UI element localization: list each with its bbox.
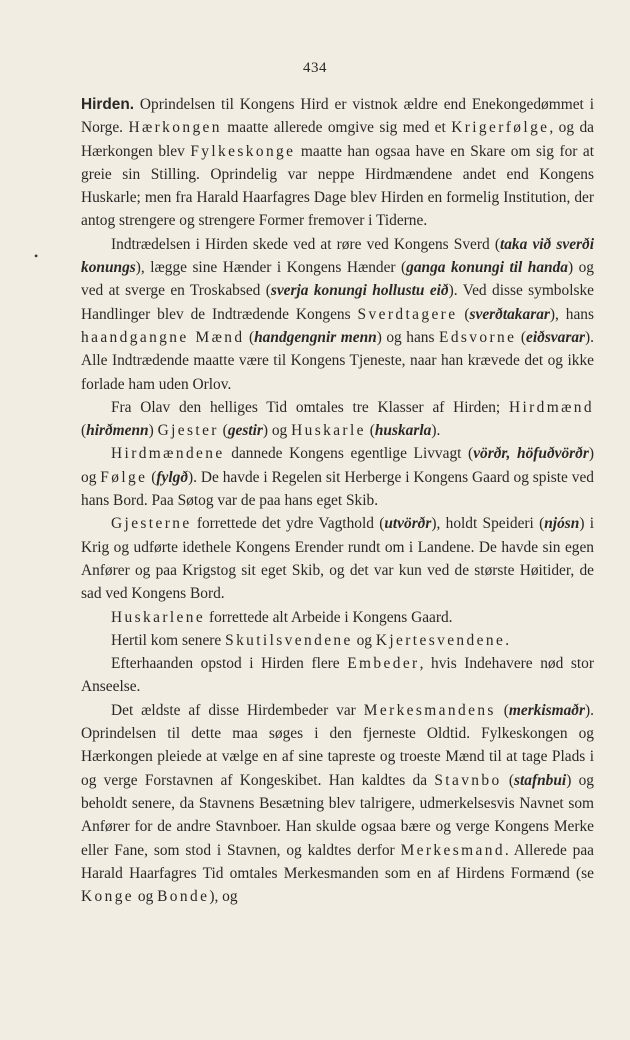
text-run: Det ældste af disse Hirdembeder var — [111, 701, 364, 719]
paragraph-hirdmaendene — [81, 442, 594, 512]
text-run: ) og — [81, 445, 594, 486]
old-norse-term: fylgð — [156, 468, 189, 486]
text-run: , og da Hærkongen blev — [81, 119, 594, 160]
text-run: ( — [457, 305, 470, 323]
old-norse-term: huskarla — [374, 422, 432, 440]
text-run: forrettede alt Arbeide i Kongens Gaard. — [205, 608, 453, 626]
spaced-term: haandgangne Mænd — [81, 328, 245, 346]
text-run: ( — [81, 422, 87, 440]
text-run: Hertil kom senere — [111, 631, 226, 649]
text-run: ) — [148, 422, 158, 440]
old-norse-term: sverja konungi hollustu eið — [270, 282, 449, 300]
spaced-term: Gjester — [157, 422, 219, 440]
spaced-term: Hirdmænd — [508, 398, 594, 416]
text-run: ( — [501, 771, 514, 789]
text-run: ) og hans — [376, 328, 440, 346]
text-run: ). Ved disse symbolske Handlinger blev de Indtrædende Kongens — [81, 282, 594, 323]
text-run: Indtrædelsen i Hirden skede ved at røre ved Kongens Sverd ( — [111, 235, 500, 253]
spaced-term: Edsvorne — [439, 328, 517, 346]
old-norse-term: utvörðr — [384, 515, 432, 533]
text-run: ). Oprindelsen til dette maa søges i den fjerneste Oldtid. Fylkeskongen og Hærkongen pleiede at vælge en af sine tapreste og troeste Mænd til at tage Plads i og verge Forstavnen af Kongeskibet. Han kaldtes da — [81, 701, 594, 789]
text-run: ( — [495, 701, 509, 719]
spaced-term: Kjertesvendene — [375, 631, 506, 649]
spaced-term: Huskarlene — [111, 608, 206, 626]
section-heading: Hirden. — [81, 96, 135, 113]
page-number: 434 — [303, 60, 327, 76]
paragraph-hirden-intro — [81, 93, 594, 233]
text-run: forrettede det ydre Vagthold ( — [191, 515, 385, 533]
old-norse-term: stafnbui — [514, 771, 567, 789]
text-run: ). De havde i Regelen sit Herberge i Kongens Gaard og spiste ved hans Bord. Paa Søtog var de paa hans eget Skib. — [81, 468, 594, 510]
old-norse-term: njósn — [544, 515, 580, 533]
spaced-term: Huskarle — [291, 422, 366, 440]
text-run: dannede Kongens egentlige Livvagt ( — [224, 445, 474, 463]
old-norse-term: eiðsvarar — [526, 328, 586, 346]
paragraph-svendene — [81, 629, 594, 652]
text-run: ( — [516, 328, 527, 346]
text-run: ), og — [209, 888, 238, 906]
text-run: ) og — [262, 422, 292, 440]
old-norse-term: handgengnir menn — [254, 328, 377, 346]
text-run: . — [505, 631, 510, 649]
spaced-term: Fylkeskonge — [190, 142, 296, 160]
old-norse-term: ganga konungi til handa — [406, 259, 568, 277]
old-norse-term: merkismaðr — [508, 701, 585, 719]
text-run: Oprindelsen til Kongens Hird er vistnok ældre end Enekongedømmet i Norge. — [81, 96, 594, 137]
spaced-term: Følge — [100, 468, 148, 486]
spaced-term: Merkesmand — [400, 841, 505, 859]
spaced-term: Krigerfølge — [451, 119, 550, 137]
paragraph-embeder — [81, 652, 594, 699]
old-norse-term: taka við sverði konungs — [81, 235, 594, 277]
text-run: ( — [147, 468, 157, 486]
paragraph-tre-klasser — [81, 396, 594, 443]
text-run: og — [352, 631, 376, 649]
paragraph-merkesmand — [81, 699, 594, 909]
text-run: Efterhaanden opstod i Hirden flere — [111, 655, 348, 673]
text-run: ) og beholdt senere, da Stavnens Besætning blev talrigere, udmerkelsesvis Navnet som Anfører for de andre Stavnboer. Han skulde ogsaa bære og verge Kongens Merke eller Fane, som stod i Stavnen, og kaldtes derfor — [81, 771, 594, 859]
text-run: ) i Krig og udførte idethele Kongens Erender rundt om i Landene. De havde sin egen Anfører og paa Krigstog sit eget Skib, og det var kun ved de største Høitider, de sad ved Kongens Bord. — [81, 515, 595, 603]
old-norse-term: vörðr, höfuðvörðr — [473, 445, 589, 463]
text-run: ). — [431, 422, 441, 440]
paragraph-huskarlene — [81, 606, 594, 629]
text-run: ) og ved at sverge en Troskabsed ( — [81, 259, 594, 300]
text-run: ( — [365, 422, 375, 440]
paragraph-gjesterne — [81, 512, 594, 605]
text-run: . Allerede paa Harald Haarfagres Tid omtales Merkesmanden som en af Hirdens Formænd (se — [81, 841, 595, 882]
spaced-term: Gjesterne — [111, 515, 192, 533]
spaced-term: Hærkongen — [128, 119, 222, 137]
text-run: og — [134, 888, 158, 906]
body-text — [81, 93, 594, 908]
text-run: ), lægge sine Hænder i Kongens Hænder ( — [135, 259, 407, 277]
text-run: Fra Olav den helliges Tid omtales tre Klasser af Hirden; — [111, 398, 509, 416]
spaced-term: Bonde — [157, 888, 210, 906]
text-run: maatte allerede omgive sig med et — [221, 119, 452, 137]
text-run: , hvis Indehavere nød stor Anseelse. — [81, 655, 594, 696]
margin-mark: • — [34, 249, 39, 263]
spaced-term: Sverdtagere — [357, 305, 458, 323]
spaced-term: Merkesmandens — [363, 701, 496, 719]
spaced-term: Konge — [81, 888, 135, 906]
spaced-term: Skutilsvendene — [225, 631, 353, 649]
spaced-term: Hirdmændene — [111, 445, 225, 463]
text-run: ). Alle Indtrædende maatte være til Kongens Tjeneste, naar han krævede det og ikke forlade ham uden Orlov. — [81, 328, 594, 393]
spaced-term: Embeder — [347, 655, 420, 673]
text-run: ), hans — [549, 305, 594, 323]
text-run: ( — [244, 328, 255, 346]
old-norse-term: sverðtakarar — [469, 305, 550, 323]
old-norse-term: hirðmenn — [86, 422, 149, 440]
text-run: maatte han ogsaa have en Skare om sig for at greie sin Stilling. Oprindelig var neppe Hirdmændene andet end Kongens Huskarle; men fra Harald Haarfagres Dage blev Hirden en formelig Institution, der antog strengere og strengere Former fremover i Tiderne. — [81, 142, 594, 230]
old-norse-term: gestir — [227, 422, 263, 440]
paragraph-indtraedelse — [81, 233, 594, 396]
spaced-term: Stavnbo — [434, 771, 502, 789]
text-run: ( — [218, 422, 228, 440]
text-run: ), holdt Speideri ( — [431, 515, 545, 533]
